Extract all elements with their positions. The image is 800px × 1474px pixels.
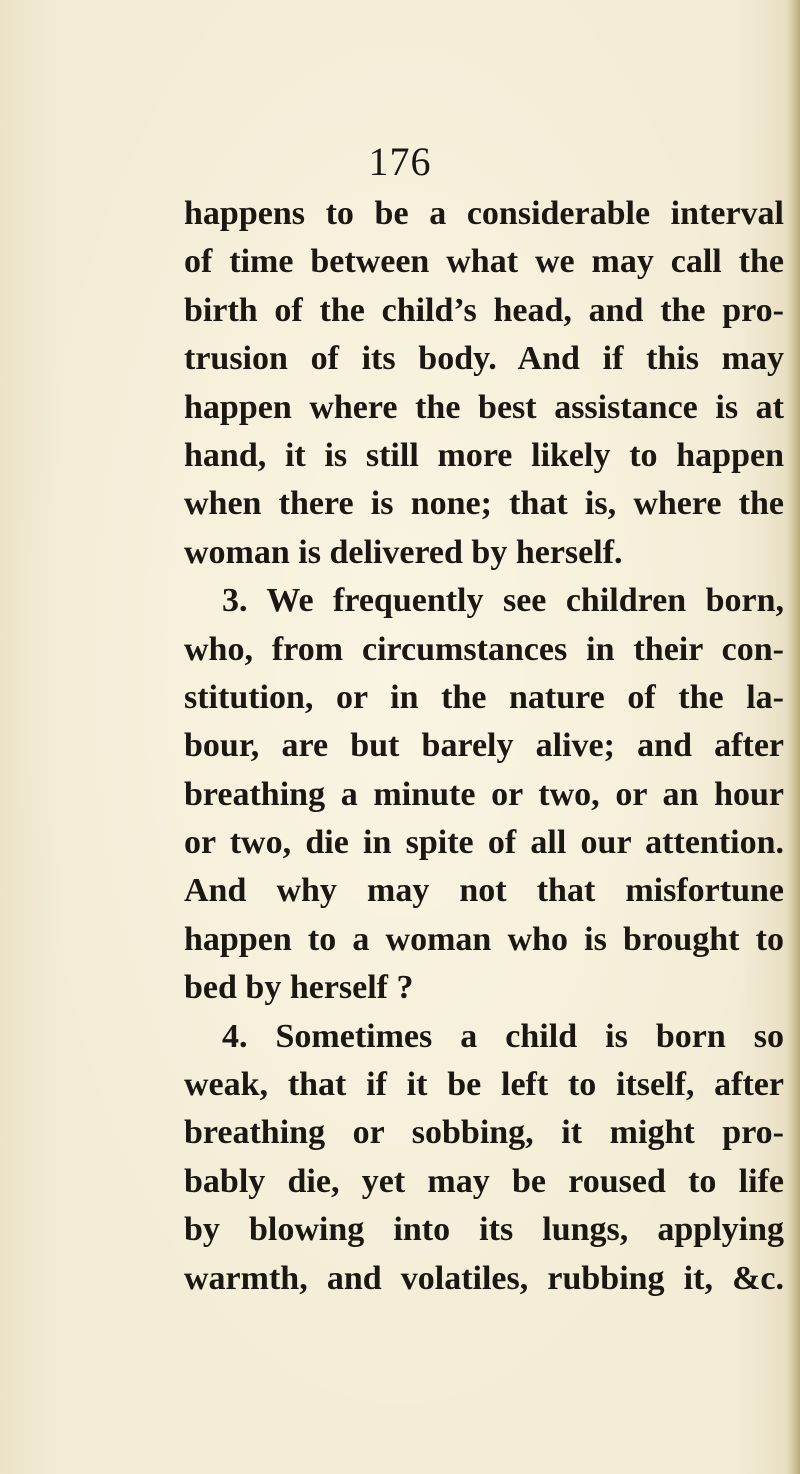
text-line: of time between what we may call the <box>184 243 784 281</box>
text-line: bed by herself ? <box>184 969 414 1007</box>
text-line: woman is delivered by herself. <box>184 533 623 571</box>
body-text <box>184 190 784 1303</box>
text-line: bour, are but barely alive; and after <box>184 727 784 765</box>
text-line: by blowing into its lungs, applying <box>184 1211 784 1249</box>
text-line: happen where the best assistance is at <box>184 388 784 426</box>
text-line: breathing or sobbing, it might pro- <box>184 1114 784 1152</box>
text-line: or two, die in spite of all our attention. <box>184 824 784 862</box>
text-line: birth of the child’s head, and the pro- <box>184 291 784 329</box>
page-edge-shadow <box>786 0 800 1474</box>
text-line: happens to be a considerable interval <box>184 195 784 232</box>
text-line: bably die, yet may be roused to life <box>184 1162 784 1200</box>
text-line: stitution, or in the nature of the la- <box>184 678 784 716</box>
text-line: who, from circumstances in their con- <box>184 630 784 668</box>
text-line: trusion of its body. And if this may <box>184 340 784 378</box>
text-line: And why may not that misfortune <box>184 872 784 910</box>
text-line: when there is none; that is, where the <box>184 485 784 523</box>
text-line: 3. We frequently see children born, <box>222 582 784 620</box>
text-line: happen to a woman who is brought to <box>184 920 784 958</box>
text-line: warmth, and volatiles, rubbing it, &c. <box>184 1259 784 1297</box>
page-number: 176 <box>368 139 432 184</box>
text-line: weak, that if it be left to itself, after <box>184 1066 784 1104</box>
text-line: breathing a minute or two, or an hour <box>184 775 784 813</box>
text-line: 4. Sometimes a child is born so <box>222 1017 784 1055</box>
text-line: hand, it is still more likely to happen <box>184 436 784 474</box>
